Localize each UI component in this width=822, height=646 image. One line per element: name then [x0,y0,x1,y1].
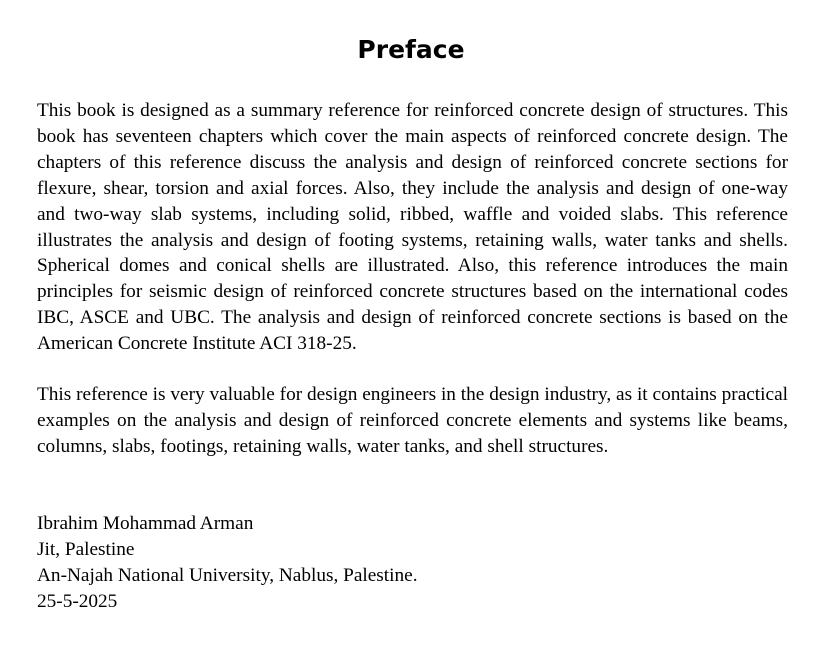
author-location: Jit, Palestine [37,539,135,560]
preface-paragraph-1: This book is designed as a summary reference for reinforced concrete design of structures. This book has seventeen chapters which cover the main aspects of reinforced concrete design. The chapters of this reference discuss the analysis and design of reinforced concrete sections for flexure, shear, torsion and axial forces. Also, they include the analysis and design of one-way and two-way slab systems, including solid, ribbed, waffle and voided slabs. This reference illustrates the analysis and design of footing systems, retaining walls, water tanks and shells. Spherical domes and conical shells are illustrated. Also, this reference introduces the main principles for seismic design of reinforced concrete structures based on the international codes IBC, ASCE and UBC. The analysis and design of reinforced concrete sections is based on the American Concrete Institute ACI 318-25. [37,100,788,355]
preface-paragraph-2: This reference is very valuable for design engineers in the design industry, as it contains practical examples on the analysis and design of reinforced concrete elements and systems like beams, columns, slabs, footings, retaining walls, water tanks, and shell structures. [37,384,788,457]
preface-date: 25-5-2025 [37,591,118,612]
author-institution: An-Najah National University, Nablus, Palestine. [37,565,418,586]
page-title: Preface [357,35,465,64]
signature-block [37,511,788,615]
author-name: Ibrahim Mohammad Arman [37,513,254,534]
